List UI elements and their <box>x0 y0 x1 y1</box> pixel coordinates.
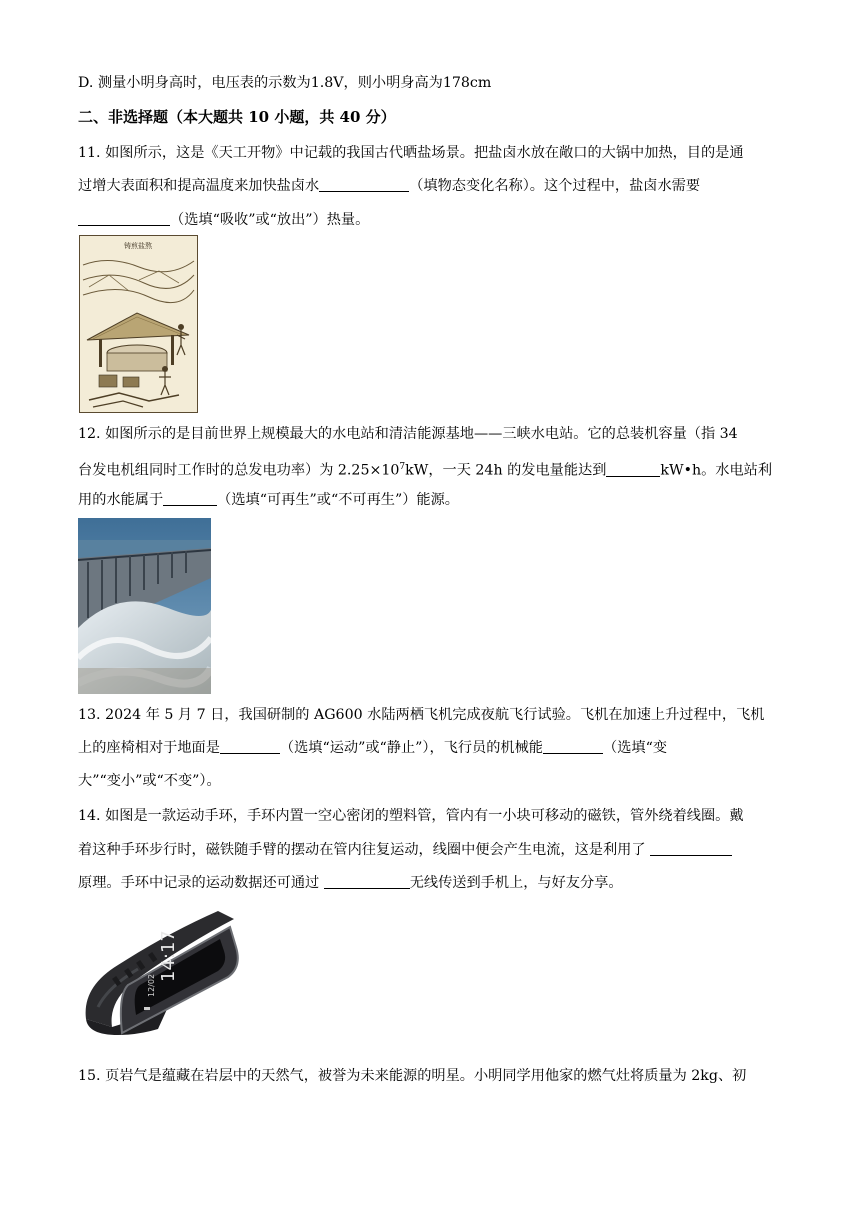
q11-text-a: 过增大表面积和提高温度来加快盐卤水 <box>78 178 320 194</box>
q14-line3 <box>78 873 623 893</box>
q11-line1: 11. 如图所示，这是《天工开物》中记载的我国古代晒盐场景。把盐卤水放在敞口的大锅中加热，目的是通 <box>78 145 744 161</box>
q12-text-c: kW•h。水电站利 <box>660 462 773 479</box>
q11-blank-1[interactable] <box>319 176 409 192</box>
q13-blank-2[interactable] <box>543 738 603 754</box>
q14-line1: 14. 如图是一款运动手环，手环内置一空心密闭的塑料管，管内有一小块可移动的磁铁，管外绕着线圈。戴 <box>78 808 744 824</box>
band-time-display: 14:17 <box>158 930 179 982</box>
q11-text-b: （填物态变化名称）。这个过程中，盐卤水需要 <box>409 178 701 194</box>
q12-exponent: 7 <box>399 462 406 472</box>
fitness-band-photo <box>78 907 248 1041</box>
q13-line2 <box>78 738 667 758</box>
q12-text-d: 用的水能属于 <box>78 492 164 508</box>
q14-text-c: 无线传送到手机上，与好友分享。 <box>409 875 623 891</box>
q13-text-b: （选填“运动”或“静止”），飞行员的机械能 <box>279 740 543 756</box>
salt-boiling-illustration <box>79 235 198 413</box>
q11-blank-2[interactable] <box>78 210 170 226</box>
q14-line2 <box>78 840 732 860</box>
q12-text-e: （选填“可再生”或“不可再生”）能源。 <box>217 492 459 508</box>
q14-text-a: 着这种手环步行时，磁铁随手臂的摆动在管内往复运动，线圈中便会产生电流，这是利用了 <box>78 842 651 858</box>
option-d: D. 测量小明身高时，电压表的示数为1.8V，则小明身高为178cm <box>78 75 492 91</box>
q11-text-c: （选填“吸收”或“放出”）热量。 <box>170 212 370 228</box>
band-date-display: 12/02 <box>147 973 156 997</box>
three-gorges-dam-photo <box>78 518 211 694</box>
q14-blank-2[interactable] <box>324 873 410 889</box>
q12-text-b: kW，一天 24h 的发电量能达到 <box>405 462 607 479</box>
q12-blank-1[interactable] <box>606 461 660 477</box>
q11-line2 <box>78 176 700 196</box>
illustration-caption: 铸煎盐熬 <box>124 242 152 250</box>
q15-line1: 15. 页岩气是蕴藏在岩层中的天然气，被誉为未来能源的明星。小明同学用他家的燃气灶将质量为 2kg、初 <box>78 1068 747 1084</box>
q13-text-a: 上的座椅相对于地面是 <box>78 740 220 756</box>
q14-text-b: 原理。手环中记录的运动数据还可通过 <box>78 875 324 891</box>
q12-line3 <box>78 490 459 510</box>
q13-line1: 13. 2024 年 5 月 7 日，我国研制的 AG600 水陆两栖飞机完成夜航飞行试验。飞机在加速上升过程中，飞机 <box>78 707 765 723</box>
q14-blank-1[interactable] <box>650 840 732 856</box>
q12-line1: 12. 如图所示的是目前世界上规模最大的水电站和清洁能源基地——三峡水电站。它的总装机容量（指 34 <box>78 426 738 442</box>
q13-line3: 大”“变小”或“不变”）。 <box>78 773 221 789</box>
q13-text-c: （选填“变 <box>603 740 668 756</box>
q12-line2 <box>78 457 772 481</box>
q12-blank-2[interactable] <box>163 490 217 506</box>
q13-blank-1[interactable] <box>220 738 280 754</box>
section-heading: 二、非选择题（本大题共 10 小题，共 40 分） <box>78 108 396 126</box>
q11-line3 <box>78 210 369 230</box>
q12-text-a: 台发电机组同时工作时的总发电功率）为 2.25×10 <box>78 462 400 479</box>
